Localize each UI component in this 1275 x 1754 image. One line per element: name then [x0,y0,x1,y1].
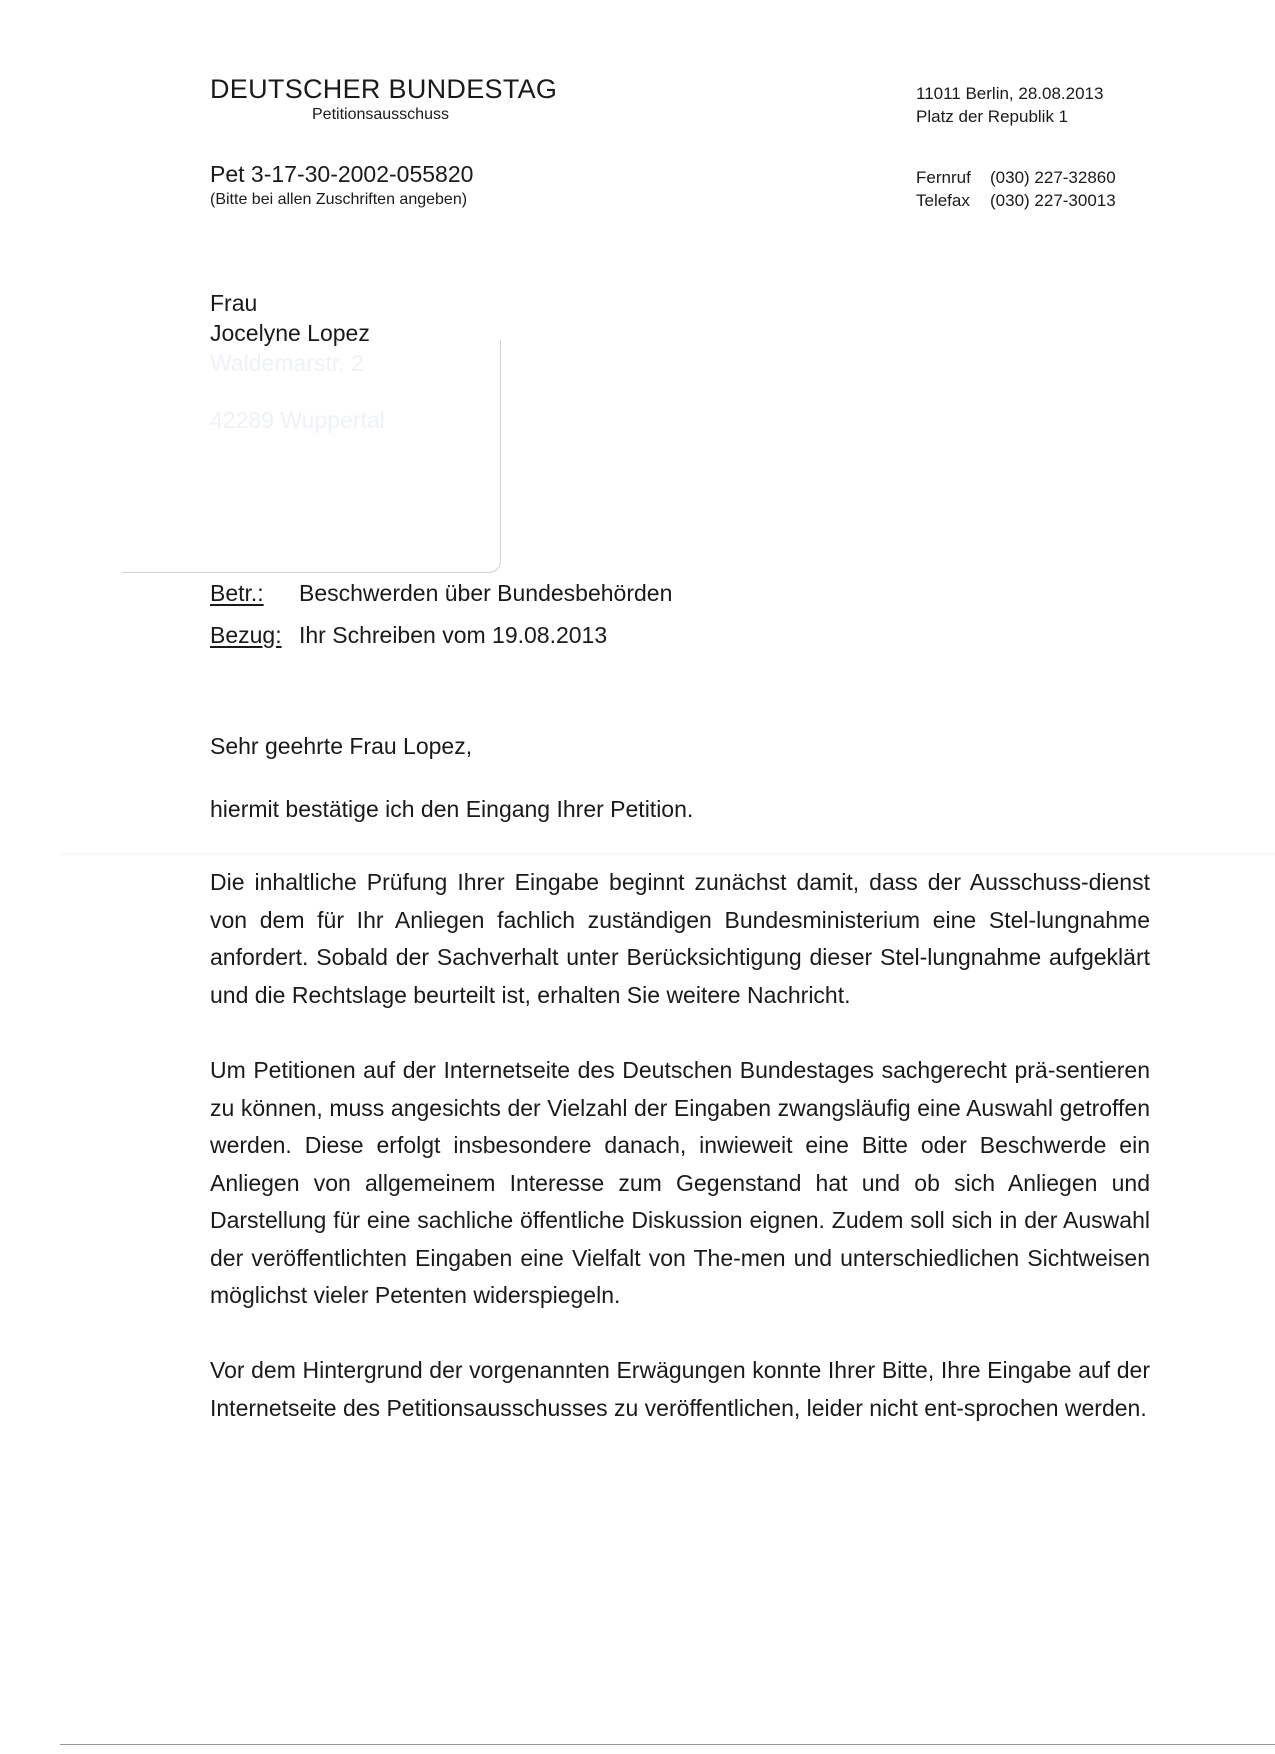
reference-label: Bezug: [210,622,282,648]
sender-department: Petitionsausschuss [312,106,449,123]
fax-number: (030) 227-30013 [990,191,1116,210]
sender-name: DEUTSCHER BUNDESTAG [210,74,558,104]
body-paragraph: Die inhaltliche Prüfung Ihrer Eingabe beginnt zunächst damit, dass der Ausschuss-dienst von dem für Ihr Anliegen fachlich zuständigen Bundesministerium eine Stel-lungnahme anfordert. Sobald der Sachverhalt unter Berücksichtigung dieser Stel-lungnahme aufgeklärt und die Rechtslage beurteilt ist, erhalten Sie weitere Nachricht. [210,869,1150,1008]
phone-label: Fernruf [916,168,971,187]
sender-address: Platz der Republik 1 [916,107,1069,126]
subject-label: Betr.: [210,580,264,606]
recipient-city: 42289 Wuppertal [210,407,385,433]
reference-line [210,622,607,649]
subject-text: Beschwerden über Bundesbehörden [299,580,673,606]
fax-label: Telefax [916,191,970,210]
fold-shadow [60,852,1275,856]
recipient-street: Waldemarstr. 2 [210,350,364,376]
recipient-salutation: Frau [210,290,258,316]
recipient-name: Jocelyne Lopez [210,320,370,346]
subject-line [210,580,672,607]
reference-note: (Bitte bei allen Zuschriften angeben) [210,191,468,208]
reference-number: Pet 3-17-30-2002-055820 [210,161,474,187]
body-paragraph: Um Petitionen auf der Internetseite des Deutschen Bundestages sachgerecht prä-sentieren zu können, muss angesichts der Vielzahl der Eingaben zwangsläufig eine Auswahl getroffen werden. Diese erfolgt insbesondere danach, inwieweit eine Bitte oder Beschwerde ein Anliegen von allgemeinem Interesse zum Gegenstand hat und ob sich Anliegen und Darstellung für eine sachliche öffentliche Diskussion eignen. Zudem soll sich in der Auswahl der veröffentlichten Eingaben eine Vielfalt von The-men und unterschiedlichen Sichtweisen möglichst vieler Petenten widerspiegeln. [210,1057,1150,1308]
intro-sentence: hiermit bestätige ich den Eingang Ihrer Petition. [210,796,694,822]
fax-line [916,191,1116,211]
reference-text: Ihr Schreiben vom 19.08.2013 [299,622,608,648]
page-edge-line [60,1744,1275,1745]
phone-number: (030) 227-32860 [990,168,1116,187]
place-date: 11011 Berlin, 28.08.2013 [916,84,1104,103]
body-paragraph: Vor dem Hintergrund der vorgenannten Erwägungen konnte Ihrer Bitte, Ihre Eingabe auf der Internetseite des Petitionsausschusses zu veröffentlichen, leider nicht ent-sprochen werden. [210,1357,1150,1421]
greeting: Sehr geehrte Frau Lopez, [210,733,473,759]
phone-line [916,168,1116,188]
